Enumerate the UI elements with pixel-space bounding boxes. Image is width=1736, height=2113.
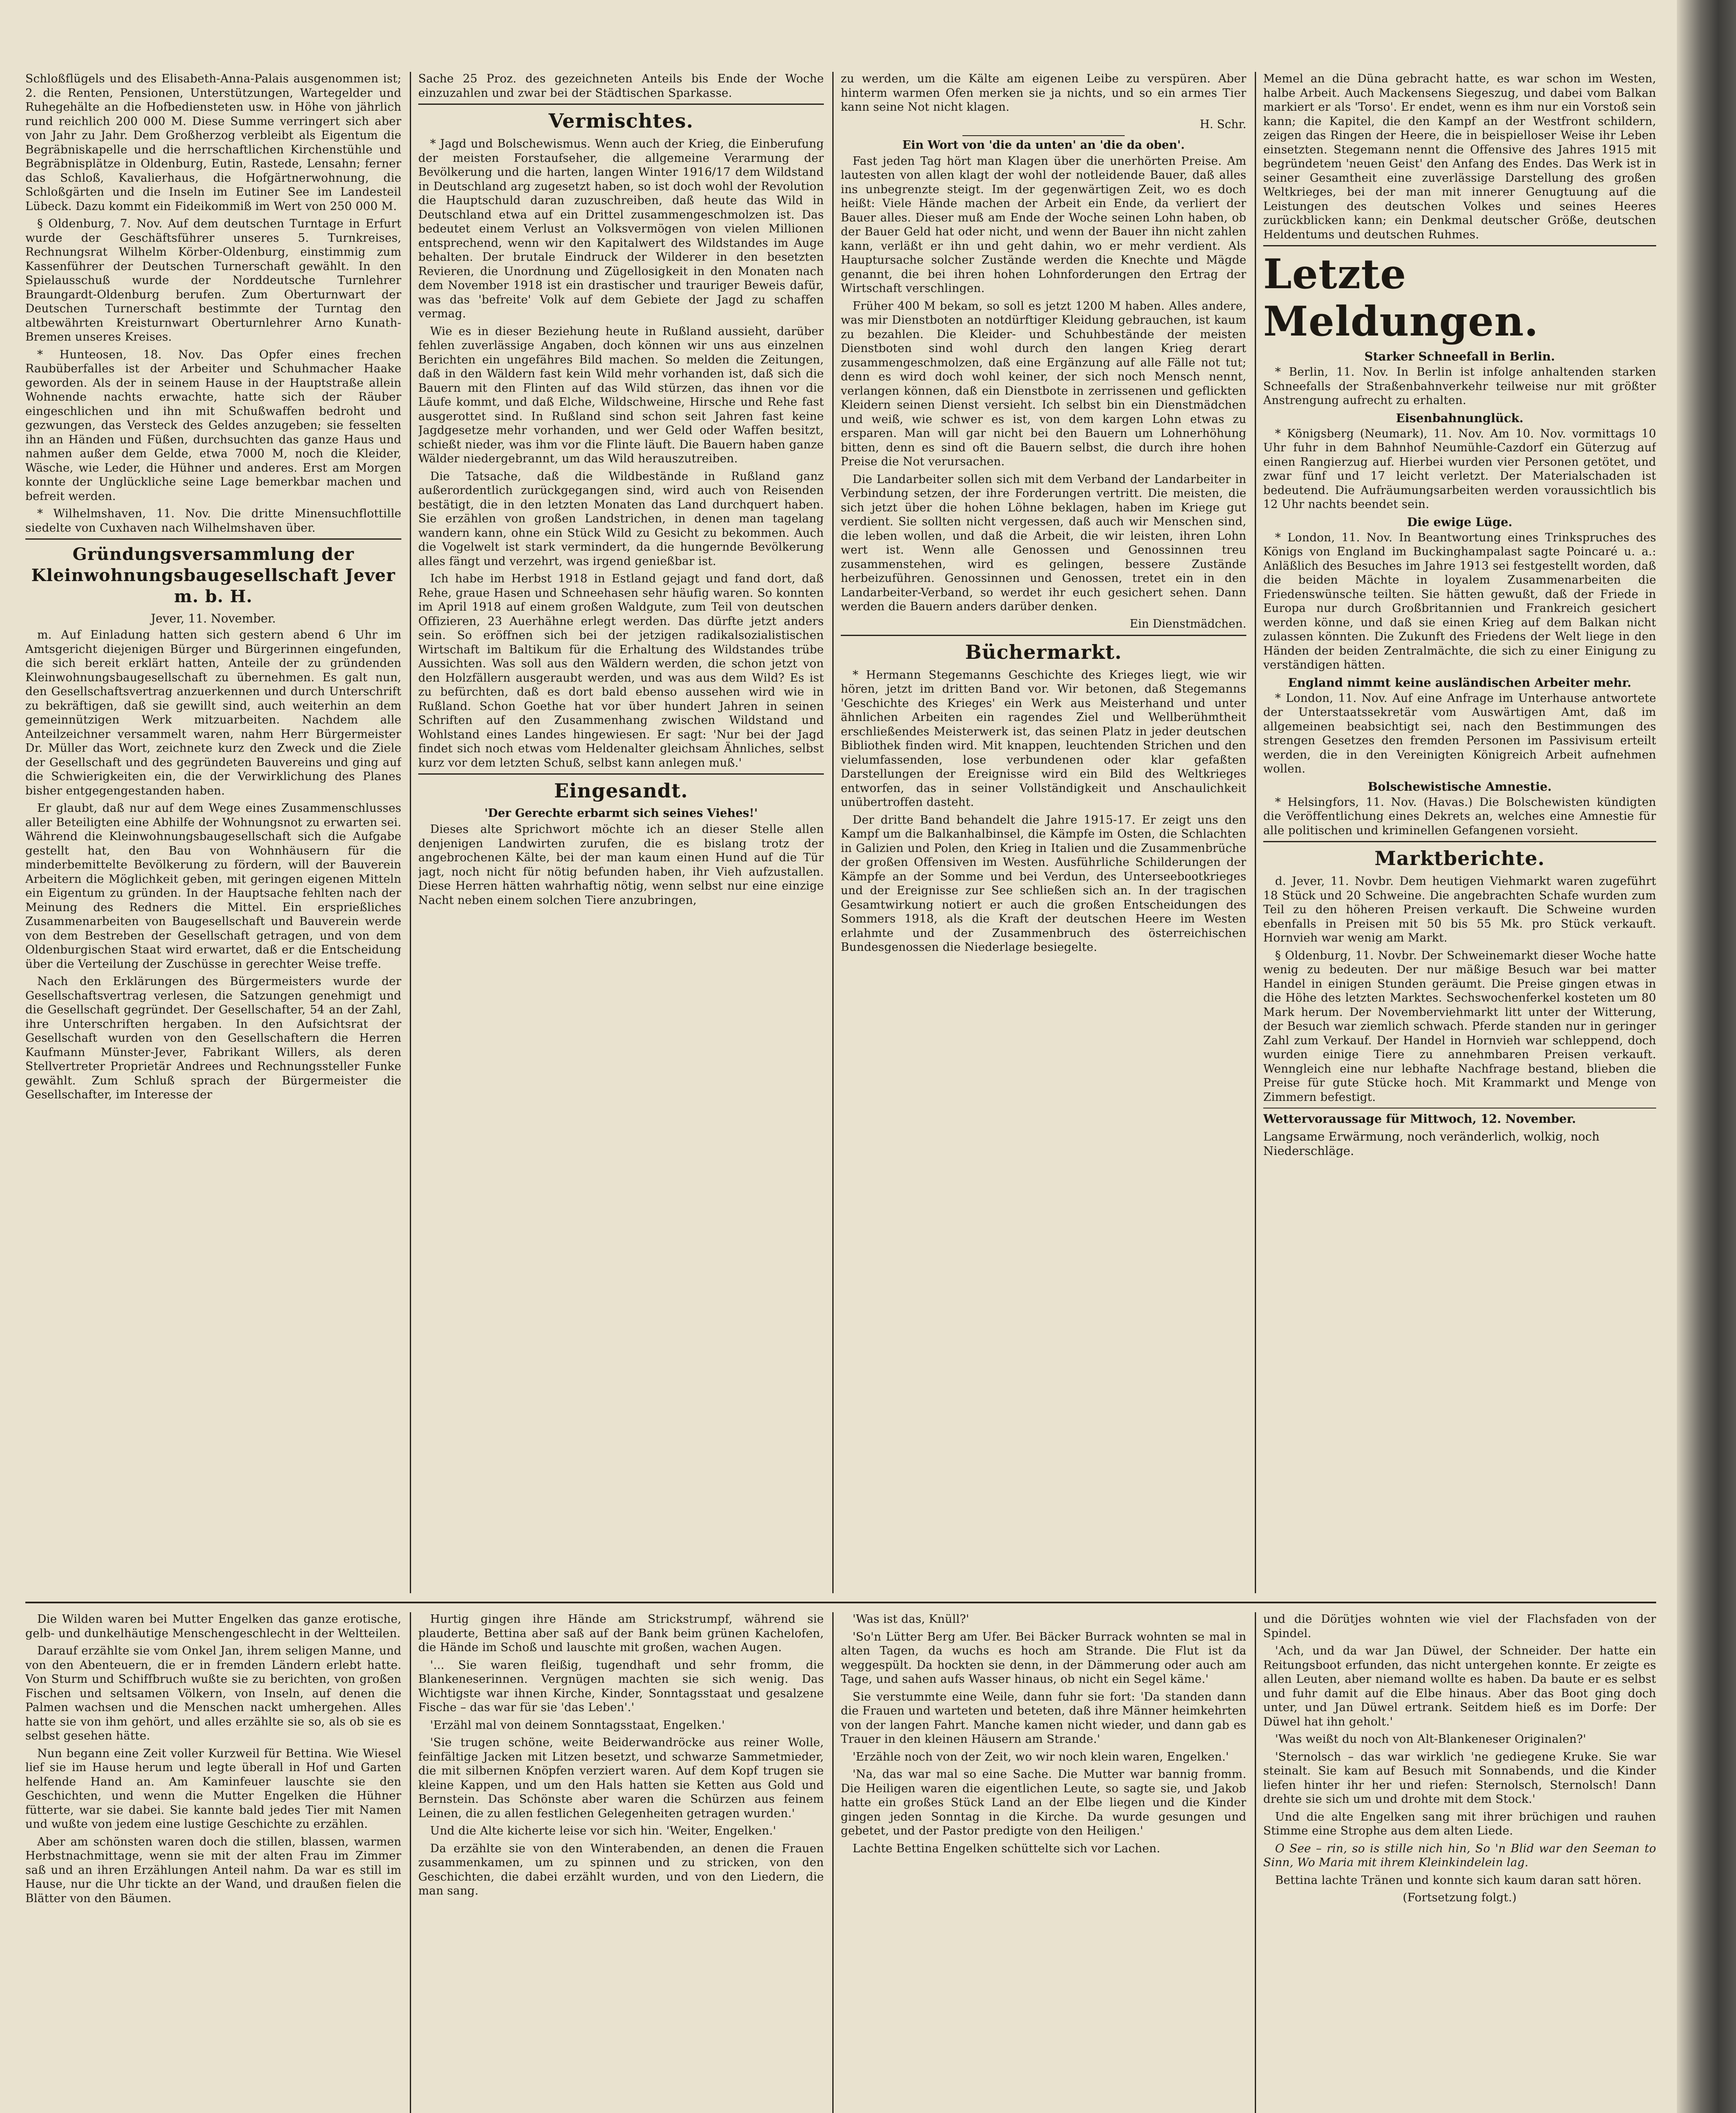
feuilleton-paragraph: Aber am schönsten waren doch die stillen, blassen, warmen Herbstnachmittage, wenn sie mit der alten Frau im Zimmer saß und an ihren Erzählungen Anteil nahm. Da war es still im Hause, nur die Uhr tickte an der Wand, und draußen fielen die Blätter von den Bäumen. xyxy=(25,1835,401,1905)
feuilleton-paragraph: 'Was ist das, Knüll?' xyxy=(853,1613,970,1626)
col4-paragraph: Memel an die Düna gebracht hatte, es war schon im Westen, halbe Arbeit. Auch Mackensens Siegeszug, und dabei vom Balkan markiert er als 'Torso'. Er endet, wenn es ihm nur ein Vorstoß sein kann; die Kapitel, die den Kampf an der Westfront schildern, zeigen das Ringen der Heere, die in beispielloser Weise ihr Leben einsetzten. Stegemann nennt die Offensive des Jahres 1915 mit begründetem 'neuen Geist' den Anfang des Endes. Das Werk ist in seiner Gesamtheit eine zuverlässige Darstellung des großen Weltkrieges, bei der man mit innerer Genugtuung auf die Leistungen des deutschen Volkes und seines Heeres zurückblicken kann; ein Denkmal deutscher Größe, deutschen Heldentums und deutschen Ruhmes. xyxy=(1263,72,1656,241)
divider xyxy=(1263,841,1656,842)
feuilleton-paragraph: 'Sternolsch – das war wirklich 'ne gediegene Kruke. Sie war steinalt. Sie kam auf Besuch mit Sonnabends, und die Kinder liefen hinter ihr her und riefen: Sternolsch, Sternolsch! Dann drehte sie sich um und drohte mit dem Stock.' xyxy=(1263,1750,1656,1806)
col2-paragraph: * Jagd und Bolschewismus. Wenn auch der Krieg, die Einberufung der meisten Forstaufseher, die allgemeine Verarmung der Bevölkerung und die harten, langen Winter 1916/17 dem Wildstand in Deutschland arg zugesetzt haben, so ist doch wohl der Revolution die Hauptschuld daran zuzuschreiben, daß heute das Wild in Deutschland etwa auf ein Drittel zusammengeschmolzen ist. Das bedeutet einem Verlust an Volksvermögen von vielen Millionen entsprechend, wenn wir den Kapitalwert des Wildstandes im Auge behalten. Der brutale Eindruck der Wilderer in den besetzten Revieren, die Unordnung und Zügellosigkeit in den Monaten nach dem November 1918 ist ein drastischer und trauriger Beweis dafür, was das 'befreite' Volk auf dem Gebiete der Jagd zu schaffen vermag. xyxy=(418,137,824,320)
col2-paragraph: Die Tatsache, daß die Wildbestände in Rußland ganz außerordentlich zurückgegangen sind, wird auch von Reisenden bestätigt, die in den letzten Monaten das Land durchquert haben. Sie erzählen von großen Landstrichen, in denen man tagelang wandern kann, ohne ein Stück Wild zu Gesicht zu bekommen. Auch die Vogelwelt ist stark vermindert, da die hungernde Bevölkerung alles fängt und verzehrt, was irgend genießbar ist. xyxy=(418,470,824,568)
col3-paragraph: * Hermann Stegemanns Geschichte des Krieges liegt, wie wir hören, jetzt im dritten Band vor. Wir betonen, daß Stegemanns 'Geschichte des Krieges' ein Werk aus Meisterhand und unter ähnlichen Arbeiten ein ragendes Ziel und Wellberühmtheit erschließendes Meisterwerk ist, das seinen Platz in jeder deutschen Bibliothek finden wird. Mit knappen, leuchtenden Strichen und den vielumfassenden, lose verbundenen oder klar gefaßten Darstellungen der Ereignisse wird ein Bild des Weltkrieges entworfen, das in seiner Vollständigkeit und Anschaulichkeit unübertroffen dasteht. xyxy=(841,668,1246,809)
column-2 xyxy=(418,72,824,1593)
col3-paragraph: Früher 400 M bekam, so soll es jetzt 1200 M haben. Alles andere, was mir Dienstboten an notdürftiger Kleidung gebrauchen, ist kaum zu bezahlen. Die Kleider- und Schuhbestände der meisten Dienstboten sind wohl durch den langen Krieg derart zusammengeschmolzen, daß eine Ergänzung auf alle Fälle not tut; denn es wird doch wohl keiner, der sich noch Mensch nennt, verlangen können, daß ein Dienstbote in zerrissenen und geflickten Kleidern seinen Dienst versieht. Ich selbst bin ein Dienstmädchen und weiß, wie schwer es ist, von dem kargen Lohn etwas zu ersparen. Man will gar nicht bei den Bauern um Lohnerhöhung bitten, denn es sind oft die Bauern selbst, die durch ihre hohen Preise die Not verursachen. xyxy=(841,299,1246,468)
column-4 xyxy=(1263,72,1656,1593)
divider xyxy=(418,773,824,775)
feuilleton-paragraph: Die Wilden waren bei Mutter Engelken das ganze erotische, gelb- und dunkelhäutige Menschengeschlecht in der Weltteilen. xyxy=(25,1613,401,1640)
weather-forecast-text: Langsame Erwärmung, noch veränderlich, wolkig, noch Niederschläge. xyxy=(1263,1130,1600,1158)
feuilleton-paragraph: 'Ach, und da war Jan Düwel, der Schneider. Der hatte ein Reitungsboot erfunden, das nicht untergehen konnte. Er zeigte es allen Leuten, aber niemand wollte es haben. Da baute er es selbst und fuhr damit auf die Elbe hinaus. Aber das Boot ging doch unter, und Jan Düwel ertrank. Seitdem hieß es im Dorfe: Der Düwel hat ihn geholt.' xyxy=(1263,1644,1656,1728)
column-rule xyxy=(1255,1612,1256,2113)
feuilleton-paragraph: Nun begann eine Zeit voller Kurzweil für Bettina. Wie Wiesel lief sie im Hause herum und legte überall in Hof und Garten helfende Hand an. Am Kaminfeuer lauschte sie den Geschichten, und wenn die Mutter Engelken die Hühner fütterte, war sie dabei. Sie kannte bald jedes Tier mit Namen und wußte von jedem eine lustige Geschichte zu erzählen. xyxy=(25,1747,401,1831)
column-1 xyxy=(25,72,401,1593)
feuilleton-paragraph: 'Sie trugen schöne, weite Beiderwandröcke aus reiner Wolle, feinfältige Jacken mit Litzen besetzt, und schwarze Sammetmieder, die mit silbernen Knöpfen verziert waren. Auf dem Kopf trugen sie kleine Kappen, und um den Hals hatten sie Ketten aus Gold und Bernstein. Das Schönste aber waren die Schürzen aus feinem Leinen, die zu allen festlichen Gelegenheiten getragen wurden.' xyxy=(418,1736,824,1820)
feuilleton-paragraph: und die Dörütjes wohnten wie viel der Flachsfaden von der Spindel. xyxy=(1263,1613,1656,1640)
feuilleton-column-2 xyxy=(418,1612,824,2113)
col2-paragraph: Sache 25 Proz. des gezeichneten Anteils bis Ende der Woche einzuzahlen und zwar bei der Städtischen Sparkasse. xyxy=(418,72,824,100)
column-rule xyxy=(832,1612,834,2113)
feuilleton-paragraph: 'Na, das war mal so eine Sache. Die Mutter war bannig fromm. Die Heiligen waren die eigentlichen Leute, so sagte sie, und Jakob hatte ein großes Stück Land an der Elbe liegen und die Kinder gingen jeden Sonntag in die Kirche. Da wurde gesungen und gebetet, und der Pastor predigte von den Heiligen.' xyxy=(841,1768,1246,1837)
col3-paragraph: Der dritte Band behandelt die Jahre 1915-17. Er zeigt uns den Kampf um die Balkanhalbinsel, die Kämpfe im Osten, die Schlachten in Galizien und Polen, den Krieg in Italien und die Zusammenbrüche der großen Offensiven im Westen. Ausführliche Schilderungen der Kämpfe an der Somme und bei Verdun, des Unterseebootkrieges und der Ereignisse zur See schließen sich an. In der tragischen Gesamtwirkung notiert er auch die großen Entscheidungen des Sommers 1918, als die Kraft der deutschen Heere im Westen erlahmte und der Zusammenbruch des österreichischen Bundesgenossen die Niederlage besiegelte. xyxy=(841,813,1246,954)
feuilleton-paragraph: 'Was weißt du noch von Alt-Blankeneser Originalen?' xyxy=(1275,1733,1586,1746)
divider xyxy=(418,104,824,105)
letter-title: 'Der Gerechte erbarmt sich seines Viehes!' xyxy=(484,807,758,820)
column-rule xyxy=(1255,72,1256,1593)
section-heading-marktberichte: Marktberichte. xyxy=(1374,847,1545,870)
signature: Ein Dienstmädchen. xyxy=(1129,617,1246,631)
feuilleton-paragraph: Lachte Bettina Engelken schüttelte sich vor Lachen. xyxy=(853,1842,1161,1855)
column-rule xyxy=(832,72,834,1593)
col1-paragraph: * Wilhelmshaven, 11. Nov. Die dritte Minensuchflottille siedelte von Cuxhaven nach Wilhelmshaven über. xyxy=(25,507,401,535)
feuilleton-verse: O See – rin, so is stille nich hin, So 'n Blid war den Seeman to Sinn, Wo Maria mit ihrem Kleinkindelein lag. xyxy=(1263,1842,1656,1869)
article-heading: Gründungsversammlung der Kleinwohnungsbaugesellschaft Jever m. b. H. xyxy=(31,544,395,606)
feuilleton-paragraph: Da erzählte sie von den Winterabenden, an denen die Frauen zusammenkamen, um zu spinnen und zu stricken, von den Geschichten, die dabei erzählt wurden, und von den Liedern, die man sang. xyxy=(418,1842,824,1897)
news-item-title: Eisenbahnunglück. xyxy=(1396,411,1523,425)
col1-paragraph: § Oldenburg, 7. Nov. Auf dem deutschen Turntage in Erfurt wurde der Geschäftsführer unseres 5. Turnkreises, Rechnungsrat Wilhelm Körber-Oldenburg, einstimmig zum Kassenführer der Deutschen Turnerschaft gewählt. In den Spielausschuß wurde der Norddeutsche Turnlehrer Braungardt-Oldenburg berufen. Zum Oberturnwart der Deutschen Turnerschaft bestimmte der Turntag den altbewährten Kreisturnwart Oberturnlehrer Arno Kunath-Bremen unseres Kreises. xyxy=(25,217,401,344)
weather-forecast-title: Wettervoraussage für Mittwoch, 12. November. xyxy=(1263,1112,1576,1126)
col3-paragraph: Die Landarbeiter sollen sich mit dem Verband der Landarbeiter in Verbindung setzen, der ihre Forderungen vertritt. Die meisten, die sich jetzt über die hohen Löhne beklagen, haben im Kriege gut verdient. Sie sollten nicht vergessen, daß auch wir Menschen sind, die leben wollen, und daß die Arbeit, die wir leisten, ihren Lohn wert ist. Wenn alle Genossen und Genossinnen treu zusammenstehen, wird es gelingen, bessere Zustände herbeizuführen. Genossinnen und Genossen, tretet ein in den Landarbeiter-Verband, so werdet ihr euch gesichert sehen. Dann werden die Bauern anders darüber denken. xyxy=(841,472,1246,613)
section-heading-buechermarkt: Büchermarkt. xyxy=(965,640,1122,663)
news-item-title: Starker Schneefall in Berlin. xyxy=(1364,349,1555,363)
book-binding-edge xyxy=(1677,0,1736,2113)
feuilleton-column-1 xyxy=(25,1612,401,2113)
col1-paragraph: Er glaubt, daß nur auf dem Wege eines Zusammenschlusses aller Beteiligten eine Abhilfe der Wohnungsnot zu erwarten sei. Während die Kleinwohnungsbaugesellschaft sich die Aufgabe gestellt hat, den Bau von Wohnhäusern für die minderbemittelte Bevölkerung zu fördern, will der Bauverein Arbeitern die Möglichkeit geben, mit geringen eigenen Mitteln ein Eigentum zu gründen. In der Hauptsache fehlten nach der Meinung des Redners die Mittel. Ein ersprießliches Zusammenarbeiten von Baugesellschaft und Bauverein werde von dem Bestreben der Gesellschaft getragen, und von dem Oldenburgischen Staat wird erwartet, daß er die Entscheidung über die Verteilung der Zuschüsse in gerechter Weise treffe. xyxy=(25,802,401,971)
col2-paragraph: Dieses alte Sprichwort möchte ich an dieser Stelle allen denjenigen Landwirten zurufen, die es bislang trotz der angebrochenen Kälte, bei der man kaum einen Hund auf die Tür jagt, noch nicht für nötig befunden haben, ihr Vieh aufzustallen. Diese Herren hätten wahrhaftig nötig, wenn selbst nur eine einzige Nacht neben einem solchen Tiere anzubringen, xyxy=(418,823,824,907)
column-3 xyxy=(841,72,1246,1593)
divider xyxy=(841,635,1246,636)
news-item-text: * London, 11. Nov. Auf eine Anfrage im Unterhause antwortete der Unterstaatssekretär vom Auswärtigen Amt, daß im allgemeinen beabsichtigt sei, nach den Bestimmungen des strengen Gesetzes den fremden Personen im Passivisum erteilt werden, die in den Vereinigten Königreich Arbeit aufnehmen wollen. xyxy=(1263,691,1656,775)
col2-paragraph: Ich habe im Herbst 1918 in Estland gejagt und fand dort, daß Rehe, graue Hasen und Schneehasen sehr häufig waren. So konnten im April 1918 auf einem großen Waldgute, zum Teil von deutschen Offizieren, 23 Auerhähne erlegt werden. Das dürfte jetzt anders sein. So eröffnen sich bei der jetzigen radikalsozialistischen Wirtschaft im Baltikum für die Erhaltung des Wildstandes trübe Aussichten. Was soll aus den Wäldern werden, die schon jetzt von den Holzfällern ausgeraubt werden, und was aus dem Wild? Es ist zu befürchten, daß es dort bald ebenso aussehen wird wie in Rußland. Schon Goethe hat vor über hundert Jahren in seinen Schriften auf den Zusammenhang zwischen Wildstand und Wohlstand eines Landes hingewiesen. Er sagt: 'Nur bei der Jagd findet sich noch etwas vom Heldenalter gleichsam Ähnliches, selbst kurz vor dem letzten Schuß, selbst kann anlegen muß.' xyxy=(418,572,824,770)
market-report: § Oldenburg, 11. Novbr. Der Schweinemarkt dieser Woche hatte wenig zu bedeuten. Der nur mäßige Besuch war bei matter Handel in einigen Stunden geräumt. Die Preise gingen etwas in die Höhe des letzten Marktes. Sechswochenferkel kosteten um 80 Mark herum. Der Novemberviehmarkt litt unter der Witterung, der Besuch war ziemlich schwach. Pferde standen nur in geringer Zahl zum Verkauf. Der Handel in Hornvieh war schleppend, doch wurden einige Tiere zu annehmbaren Preisen verkauft. Wenngleich eine nur lebhafte Nachfrage bestand, blieben die Preise für gute Stücke hoch. Mit Krammarkt und Menge von Zimmern befestigt. xyxy=(1263,949,1656,1104)
section-heading-eingesandt: Eingesandt. xyxy=(554,779,688,802)
col3-paragraph: Fast jeden Tag hört man Klagen über die unerhörten Preise. Am lautesten von allen klagt der wohl der notleidende Bauer, daß alles ins unbegrenzte steigt. Im der gegenwärtigen Zeit, wo es doch heißt: Viele Hände machen der Arbeit ein Ende, da verliert der Bauer alles. Dieser muß am Ende der Woche seinen Lohn haben, ob der Bauer Geld hat oder nicht, und wenn der Bauer ihn nicht zahlen kann, verläßt er ihn und geht dahin, wo er mehr verdient. Als Hauptursache solcher Zustände werden die Knechte und Mägde genannt, die bei ihren hohen Lohnforderungen den Ertrag der Wirtschaft verschlingen. xyxy=(841,154,1246,295)
market-report: d. Jever, 11. Novbr. Dem heutigen Viehmarkt waren zugeführt 18 Stück und 20 Schweine. Die angebrachten Schafe wurden zum Teil zu den höheren Preisen verkauft. Die Schweine wurden ebenfalls in Preisen mit 50 bis 55 Mk. pro Stück verkauft. Hornvieh war wenig am Markt. xyxy=(1263,875,1656,945)
dateline: Jever, 11. November. xyxy=(151,612,276,625)
divider xyxy=(1263,245,1656,246)
col1-paragraph: * Hunteosen, 18. Nov. Das Opfer eines frechen Raubüberfalles ist der Arbeiter und Schuhmacher Haake geworden. Als der in seinem Hause in der Hauptstraße allein Wohnende nachts erwachte, hatte sich der Räuber eingeschlichen und ihn mit Schußwaffen bedroht und gezwungen, das Versteck des Geldes anzugeben; sie fesselten ihn an Händen und Füßen, durchsuchten das ganze Haus und nahmen außer dem Gelde, etwa 7000 M, noch die Kleider, Wäsche, wie Leder, die Hühner und anderes. Erst am Morgen konnte der Unglückliche seine Lage bemerkbar machen und befreit werden. xyxy=(25,348,401,503)
news-item-title: Die ewige Lüge. xyxy=(1407,515,1513,529)
column-rule xyxy=(410,1612,411,2113)
letter-title: Ein Wort von 'die da unten' an 'die da oben'. xyxy=(902,138,1185,152)
column-rule xyxy=(410,72,411,1593)
feuilleton-paragraph: Hurtig gingen ihre Hände am Strickstrumpf, während sie plauderte, Bettina aber saß auf der Bank beim grünen Kachelofen, die Hände im Schoß und lauschte mit großen, wachen Augen. xyxy=(418,1613,824,1654)
feuilleton-paragraph: Sie verstummte eine Weile, dann fuhr sie fort: 'Da standen dann die Frauen und warteten und beteten, daß ihre Männer heimkehrten von der langen Fahrt. Manche kamen nicht wieder, und dann gab es Trauer in den kleinen Häusern am Strande.' xyxy=(841,1690,1246,1746)
col2-paragraph: Wie es in dieser Beziehung heute in Rußland aussieht, darüber fehlen zuverlässige Angaben, doch können wir uns aus einzelnen Berichten ein ungefähres Bild machen. So melden die Zeitungen, daß in den Wäldern fast kein Wild mehr vorhanden ist, daß sich die Bauern mit den Flinten auf das Wild stürzen, das ihnen vor die Läufe kommt, und daß Elche, Wildschweine, Hirsche und Rehe fast ausgerottet sind. In Rußland sind schon seit Jahren fast keine Jagdgesetze mehr vorhanden, und wer Geld oder Waffen besitzt, schießt nieder, was ihm vor die Flinte läuft. Die Bauern haben ganze Wälder niedergebrannt, um das Wild herauszutreiben. xyxy=(418,325,824,465)
signature: H. Schr. xyxy=(1199,117,1246,131)
news-item-title: Bolschewistische Amnestie. xyxy=(1368,779,1552,794)
feuilleton-column-4 xyxy=(1263,1612,1656,2113)
news-item-text: * Helsingfors, 11. Nov. (Havas.) Die Bolschewisten kündigten die Veröffentlichung eines Dekrets an, welches eine Amnestie für alle politischen und kriminellen Gefangenen vorsieht. xyxy=(1263,795,1656,837)
feuilleton-paragraph: Und die Alte kicherte leise vor sich hin. 'Weiter, Engelken.' xyxy=(430,1824,777,1837)
feuilleton-paragraph: Darauf erzählte sie vom Onkel Jan, ihrem seligen Manne, und von den Abenteuern, die er in fremden Ländern erlebt hatte. Von Sturm und Schiffbruch wußte sie zu berichten, von großen Fischen und seltsamen Völkern, von Inseln, auf denen die Palmen wachsen und die Menschen nackt umhergehen. Alles hatte sie von ihm gehört, und alles erzählte sie so, als ob sie es selbst gesehen hätte. xyxy=(25,1644,401,1742)
feuilleton-paragraph: 'Erzähle noch von der Zeit, wo wir noch klein waren, Engelken.' xyxy=(853,1750,1229,1764)
feuilleton-paragraph: '... Sie waren fleißig, tugendhaft und sehr fromm, die Blankeneserinnen. Vergnügen machten sie sich wenig. Das Wichtigste war ihnen Kirche, Kinder, Sonntagsstaat und gesalzene Fische – das war für sie 'das Leben'.' xyxy=(418,1658,824,1714)
col1-paragraph: m. Auf Einladung hatten sich gestern abend 6 Uhr im Amtsgericht diejenigen Bürger und Bürgerinnen eingefunden, die sich bereit erklärt hatten, Anteile der zu gründenden Kleinwohnungsbaugesellschaft zu übernehmen. Es galt nun, den Gesellschaftsvertrag anzuerkennen und durch Unterschrift zu bekräftigen, daß sie gewillt sind, auch weiterhin an dem gemeinnützigen Werk mitzuarbeiten. Nachdem alle Anteilzeichner versammelt waren, nahm Herr Bürgermeister Dr. Müller das Wort, zeichnete kurz den Zweck und die Ziele der Gesellschaft und des gegründeten Bauvereins und ging auf die Schwierigkeiten ein, die der Verwirklichung des Planes bisher entgegengestanden haben. xyxy=(25,628,401,797)
news-item-title: England nimmt keine ausländischen Arbeiter mehr. xyxy=(1288,675,1632,690)
section-heading-letzte-meldungen: Letzte Meldungen. xyxy=(1263,250,1539,345)
feuilleton-paragraph: Und die alte Engelken sang mit ihrer brüchigen und rauhen Stimme eine Strophe aus dem alten Liede. xyxy=(1263,1810,1656,1837)
col1-paragraph: Schloßflügels und des Elisabeth-Anna-Palais ausgenommen ist; 2. die Renten, Pensionen, Unterstützungen, Wartegelder und Ruhegehälte an die Hofbediensteten usw. in Höhe von jährlich rund reichlich 200 000 M. Diese Summe verringert sich aber von Jahr zu Jahr. Dem Großherzog verbleibt als Eigentum die Begräbniskapelle und die herrschaftlichen Kirchenstühle und Begräbnisplätze in Oldenburg, Eutin, Rastede, Lensahn; ferner das Schloß, Kavalierhaus, die Hofgärtnerwohnung, die Schloßgärten und die Inseln im Eutiner See im Landesteil Lübeck. Dazu kommt ein Fideikommiß im Wert von 250 000 M. xyxy=(25,72,401,213)
divider xyxy=(25,538,401,540)
section-heading-vermischtes: Vermischtes. xyxy=(548,109,694,132)
feuilleton-paragraph: 'Erzähl mal von deinem Sonntagsstaat, Engelken.' xyxy=(430,1718,725,1732)
feuilleton-paragraph: 'So'n Lütter Berg am Ufer. Bei Bäcker Burrack wohnten se mal in alten Tagen, da wuchs es hoch am Strande. Die Flut ist da weggespült. Da hockten sie denn, in der Dämmerung oder auch am Tage, und sahen aufs Wasser hinaus, ob nicht ein Segel käme.' xyxy=(841,1630,1246,1686)
to-be-continued: (Fortsetzung folgt.) xyxy=(1403,1891,1517,1904)
col3-paragraph: zu werden, um die Kälte am eigenen Leibe zu verspüren. Aber hinterm warmen Ofen merken sie ja nichts, und so ein armes Tier kann seine Not nicht klagen. xyxy=(841,72,1246,114)
news-item-text: * Berlin, 11. Nov. In Berlin ist infolge anhaltenden starken Schneefalls der Straßenbahnverkehr teilweise nur mit größter Anstrengung aufrecht zu erhalten. xyxy=(1263,366,1656,407)
feuilleton-column-3 xyxy=(841,1612,1246,2113)
newspaper-page xyxy=(25,72,1656,2113)
news-item-text: * London, 11. Nov. In Beantwortung eines Trinkspruches des Königs von England im Buckinghampalast sagte Poincaré u. a.: Anläßlich des Besuches im Jahre 1913 sei festgestellt worden, daß die beiden Mächte in loyalem Zusammenarbeiten die Friedenswünsche teilten. Sie hätten gewußt, daß der Friede in Europa nur durch Großbritannien und Frankreich gesichert werden könne, und daß sie einen Krieg auf dem Balkan nicht zulassen könnten. Die Zukunft des Friedens der Welt liege in den Händen der beiden Zentralmächte, die sich zu einer Einigung zu verständigen hätten. xyxy=(1263,531,1656,672)
divider xyxy=(962,135,1125,136)
feuilleton-separator xyxy=(25,1602,1656,1603)
col1-paragraph: Nach den Erklärungen des Bürgermeisters wurde der Gesellschaftsvertrag verlesen, die Satzungen genehmigt und die Gesellschaft gegründet. Der Gesellschafter, 54 an der Zahl, ihre Unterschriften hergaben. In den Aufsichtsrat der Gesellschaft wurden von den Gesellschaftern die Herren Kaufmann Münster-Jever, Fabrikant Willers, als deren Stellvertreter Proprietär Andrees und Rechnungssteller Funke gewählt. Zum Schluß sprach der Bürgermeister die Gesellschafter, im Interesse der xyxy=(25,975,401,1101)
news-item-text: * Königsberg (Neumark), 11. Nov. Am 10. Nov. vormittags 10 Uhr fuhr in dem Bahnhof Neumühle-Cazdorf ein Güterzug auf einen Rangierzug auf. Hierbei wurden vier Personen getötet, und zwar fünf und 17 leicht verletzt. Der Materialschaden ist bedeutend. Die Aufräumungsarbeiten werden voraussichtlich bis 12 Uhr nachts beendet sein. xyxy=(1263,427,1656,511)
feuilleton-paragraph: Bettina lachte Tränen und konnte sich kaum daran satt hören. xyxy=(1275,1873,1642,1887)
